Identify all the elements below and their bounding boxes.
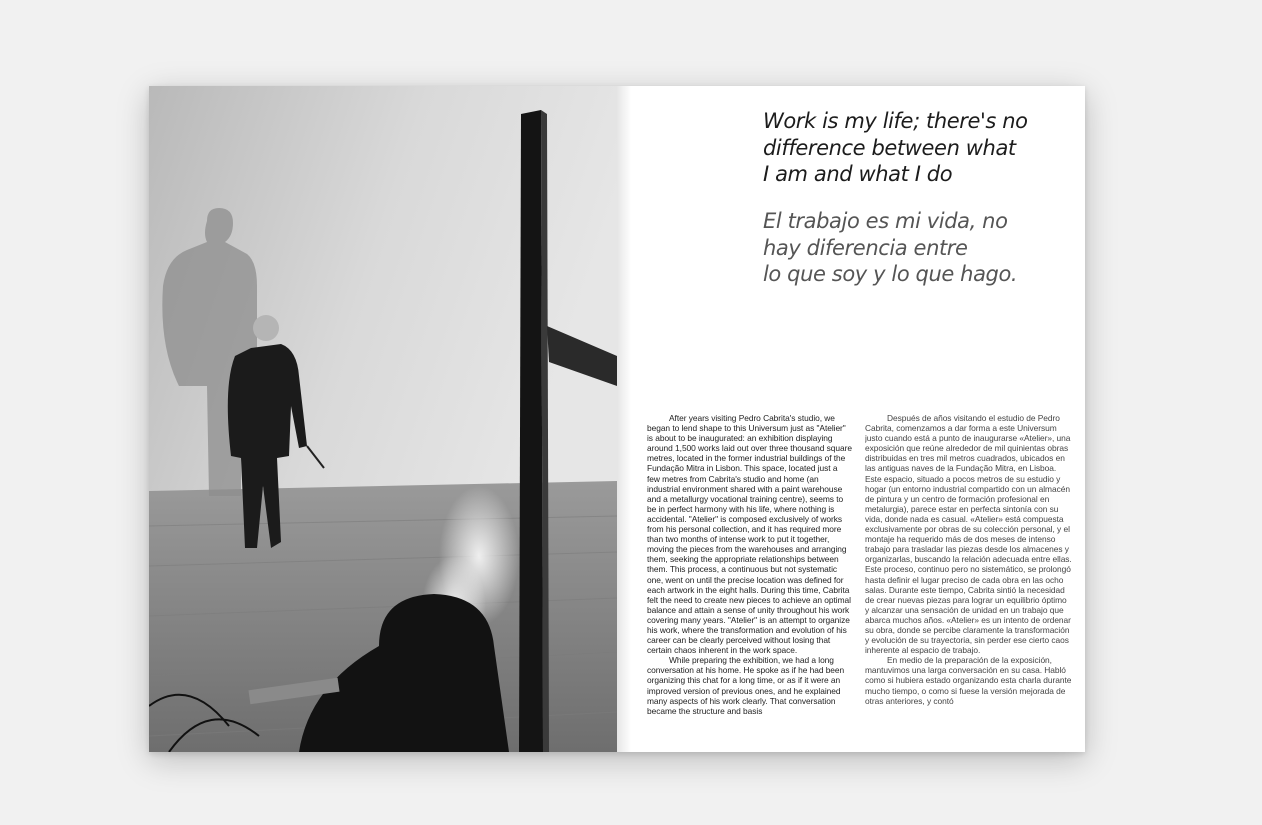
body-column-english bbox=[647, 413, 852, 735]
quote-line: I am and what I do bbox=[763, 162, 953, 186]
body-paragraph: Después de años visitando el estudio de Pedro Cabrita, comenzamos a dar forma a este Universum justo cuando está a punto de inaugurarse «Atelier», una exposición que reúne alrededor de mil quinientas obras distribuidas en tres mil metros cuadrados, ubicados en las antiguas naves de la Fundação Mitra, en Lisboa. Este espacio, situado a pocos metros de su estudio y hogar (un entorno industrial compartido con un almacén de pintura y un centro de formación profesional en metalurgia), parece estar en perfecta sintonía con su vida, donde nada es casual. «Atelier» está compuesta exclusivamente por obras de su colección personal, y el montaje ha requerido más de dos meses de intenso trabajo para trasladar las piezas desde los almacenes y organizarlas, buscando la relación adecuada entre ellas. Este proceso, continuo pero no sistemático, se prolongó hasta definir el lugar preciso de cada obra en las ocho salas. Durante este tiempo, Cabrita sintió la necesidad de crear nuevas piezas para lograr un equilibrio óptimo y alcanzar una sensación de unidad en un trabajo que abarca muchos años. «Atelier» es un intento de ordenar su obra, donde se percibe claramente la transformación y evolución de su trayectoria, sin perder ese cierto caos inherente al espacio de trabajo. bbox=[865, 413, 1072, 656]
body-paragraph: While preparing the exhibition, we had a long conversation at his home. He spoke as if he had been organizing this chat for a long time, or as if it were an improved version of previous ones, and he explained many aspects of his work clearly. That conversation became the structure and basis bbox=[647, 655, 845, 716]
text-page bbox=[617, 86, 1085, 752]
quote-line: El trabajo es mi vida, no bbox=[763, 209, 1008, 233]
pull-quote-spanish bbox=[763, 208, 1063, 288]
quote-line: hay diferencia entre bbox=[763, 235, 968, 260]
body-paragraph: After years visiting Pedro Cabrita's studio, we began to lend shape to this Universum just as "Atelier" is about to be inaugurated: an exhibition displaying around 1,500 works laid out over three thousand square metres, located in the former industrial buildings of the Fundação Mitra in Lisbon. This space, located just a few metres from Cabrita's studio and home (an industrial environment shared with a paint warehouse and a metallurgy vocational training centre), seems to be in perfect harmony with his life, where nothing is accidental. "Atelier" is composed exclusively of works from his personal collection, and it has required more than two months of intense work to put it together, moving the pieces from the warehouses and arranging them, seeking the appropriate relationships between them. This process, a continuous but not systematic one, went on until the precise location was defined for each artwork in the eight halls. During this time, Cabrita felt the need to create new pieces to achieve an optimal balance and attain a sense of unity throughout his work covering many years. "Atelier" is an attempt to organize his work, where the transformation and evolution of his career can be clearly perceived without losing that certain chaos inherent in the work space. bbox=[647, 413, 852, 656]
quote-line: lo que soy y lo que hago. bbox=[763, 262, 1018, 286]
magazine-spread bbox=[149, 86, 1085, 752]
body-column-spanish bbox=[865, 413, 1073, 735]
photo-page bbox=[149, 86, 617, 752]
body-paragraph: En medio de la preparación de la exposición, mantuvimos una larga conversación en su casa. Habló como si hubiera estado organizando esta charla durante mucho tiempo, o como si fuese la versión mejorada de otras anteriores, y contó bbox=[865, 655, 1072, 706]
pull-quote-english bbox=[763, 108, 1063, 188]
quote-line: difference between what bbox=[763, 135, 1016, 160]
studio-photo-icon bbox=[149, 86, 617, 752]
quote-line: Work is my life; there's no bbox=[763, 109, 1028, 133]
